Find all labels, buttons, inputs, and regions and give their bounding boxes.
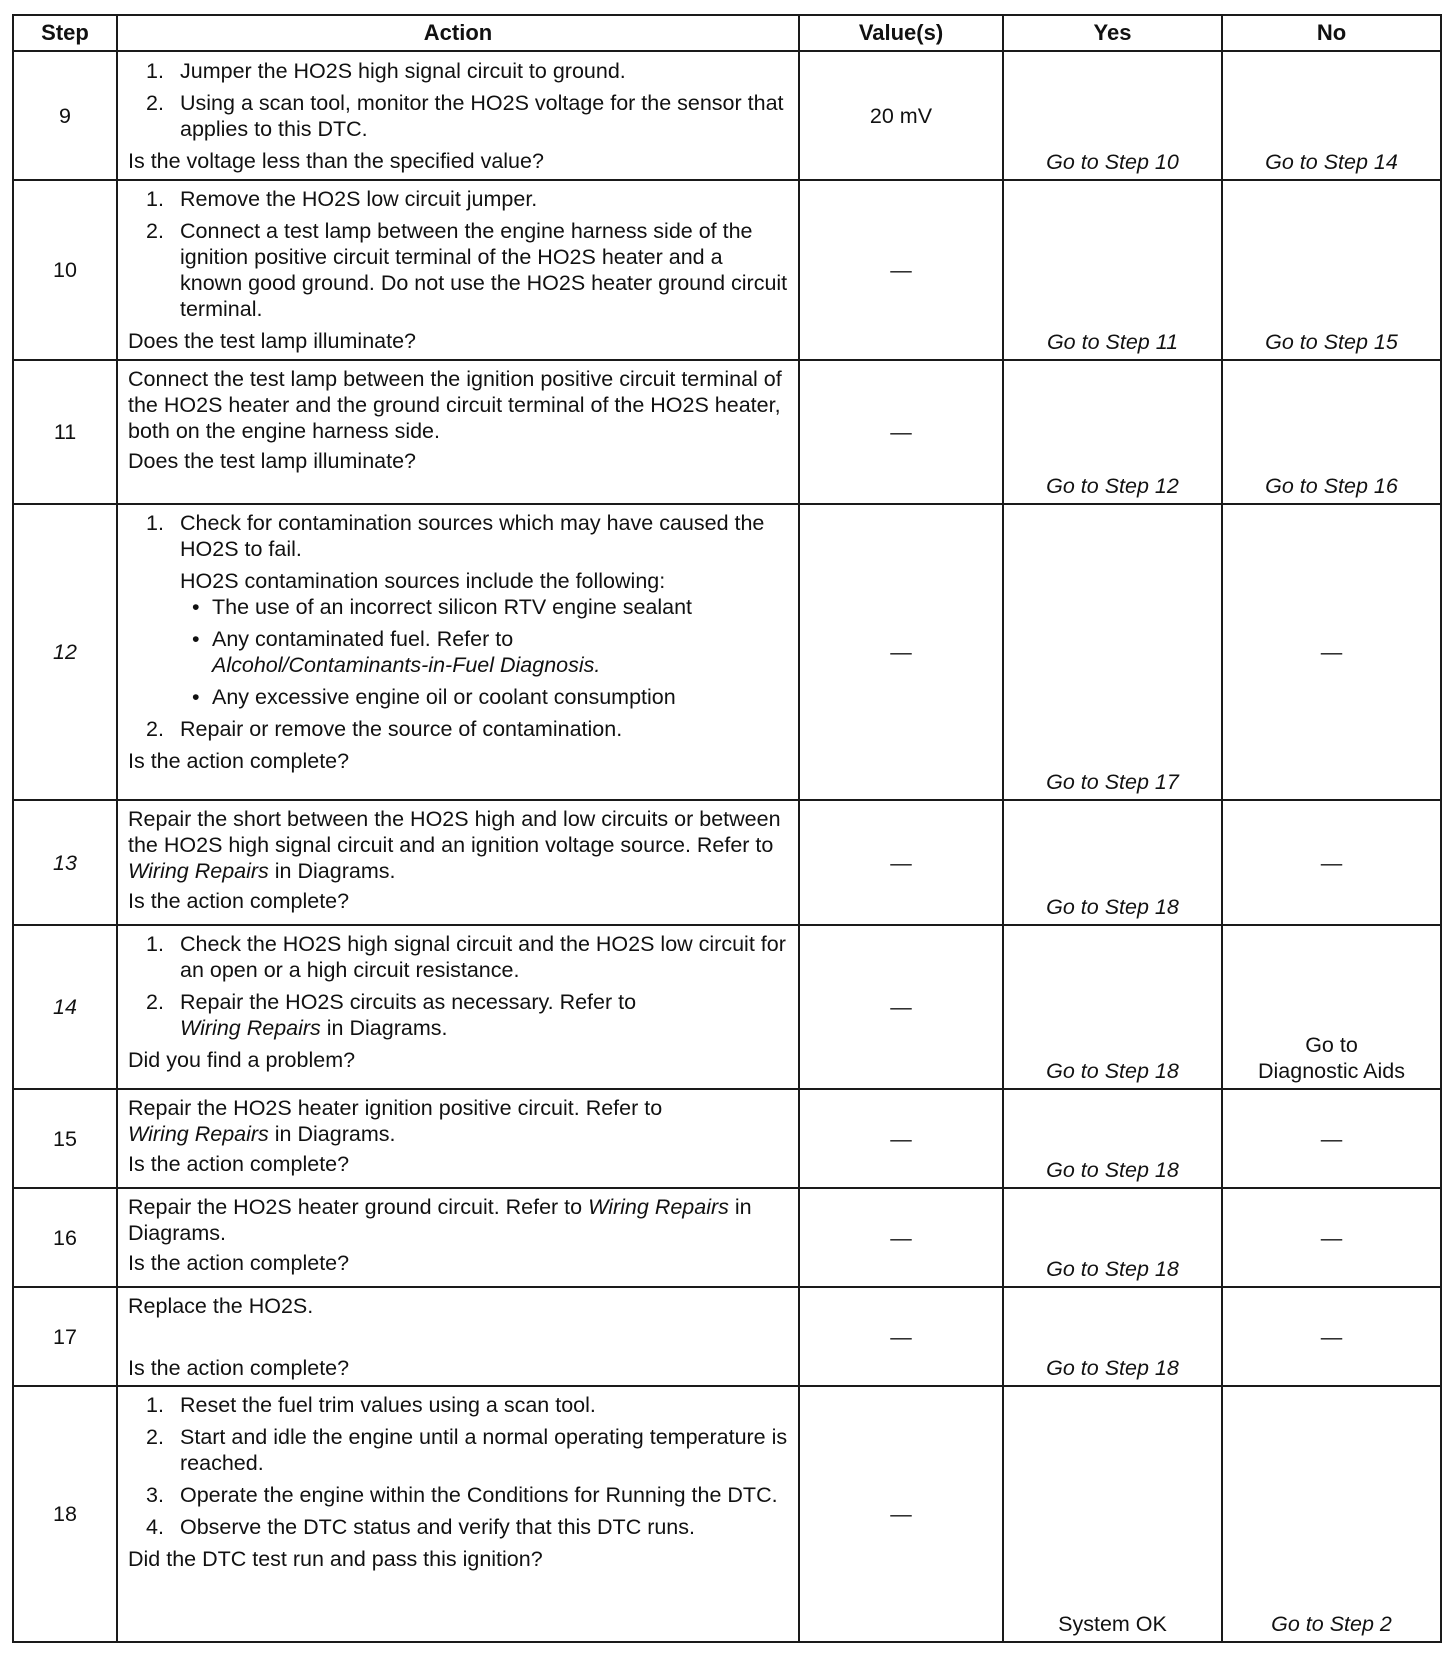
header-no: No [1222, 15, 1441, 51]
value-cell: — [799, 180, 1003, 360]
list-item: 2. Start and idle the engine until a normal operating temperature is reached. [146, 1425, 788, 1475]
action-text: Repair the HO2S heater ignition positive circuit. Refer to Wiring Repairs in Diagrams. [128, 1096, 663, 1146]
reference-link[interactable]: Wiring Repairs [180, 1016, 321, 1040]
no-cell [1222, 1089, 1441, 1188]
list-item: 1. Reset the fuel trim values using a scan tool. [146, 1393, 596, 1417]
question: Is the action complete? [128, 1251, 350, 1275]
no-link[interactable]: Go to Step 15 [1265, 330, 1398, 354]
no-link[interactable]: Go to Step 14 [1265, 150, 1398, 174]
yes-result: System OK [1058, 1612, 1167, 1636]
question: Is the action complete? [128, 889, 350, 913]
reference-link[interactable]: Wiring Repairs [128, 1122, 269, 1146]
value-cell: — [799, 1386, 1003, 1642]
diagnostic-table [12, 14, 1442, 1643]
yes-cell [1003, 180, 1222, 360]
value-cell: — [799, 360, 1003, 504]
list-item: 3. Operate the engine within the Conditions for Running the DTC. [146, 1483, 778, 1507]
yes-link[interactable]: Go to Step 17 [1046, 770, 1179, 794]
yes-link[interactable]: Go to Step 18 [1046, 895, 1179, 919]
bullet-item: • The use of an incorrect silicon RTV engine sealant [192, 595, 693, 619]
action-text: Repair the short between the HO2S high and low circuits or between the HO2S high signal circuit and an ignition voltage source. Refer to Wiring Repairs in Diagrams. [128, 807, 781, 883]
yes-cell [1003, 360, 1222, 504]
step-number: 15 [13, 1089, 117, 1188]
step-number: 13 [13, 800, 117, 925]
table-row-step-18 [13, 1386, 1441, 1642]
table-row-step-13 [13, 800, 1441, 925]
value-cell: 20 mV [799, 51, 1003, 180]
no-link[interactable]: Go to Step 16 [1265, 474, 1398, 498]
list-item: 1. Remove the HO2S low circuit jumper. [146, 187, 538, 211]
yes-cell [1003, 51, 1222, 180]
no-value: — [1320, 1225, 1343, 1250]
no-value: — [1320, 640, 1343, 664]
header-step: Step [13, 15, 117, 51]
table-row-step-10 [13, 180, 1441, 360]
yes-link[interactable]: Go to Step 12 [1046, 474, 1179, 498]
list-item: 2. Repair or remove the source of contamination. [146, 717, 623, 741]
action-cell [117, 360, 799, 504]
table-row-step-15 [13, 1089, 1441, 1188]
no-cell [1222, 1287, 1441, 1386]
step-number: 10 [13, 180, 117, 360]
yes-cell [1003, 1089, 1222, 1188]
reference-link[interactable]: Wiring Repairs [128, 859, 269, 883]
action-cell [117, 1188, 799, 1287]
action-cell [117, 180, 799, 360]
yes-cell [1003, 925, 1222, 1089]
question: Is the action complete? [128, 1152, 350, 1176]
value-cell: — [799, 1287, 1003, 1386]
reference-link[interactable]: Wiring Repairs [588, 1195, 729, 1219]
no-cell [1222, 1386, 1441, 1642]
action-text: Repair the HO2S heater ground circuit. Refer to Wiring Repairs in Diagrams. [128, 1195, 752, 1245]
no-cell [1222, 925, 1441, 1089]
no-cell [1222, 1188, 1441, 1287]
list-item: 1. Check the HO2S high signal circuit and the HO2S low circuit for an open or a high circuit resistance. [146, 932, 786, 982]
question: Did you find a problem? [128, 1048, 356, 1072]
action-cell [117, 800, 799, 925]
yes-cell [1003, 800, 1222, 925]
no-cell [1222, 800, 1441, 925]
no-value: — [1320, 850, 1343, 875]
header-value: Value(s) [799, 15, 1003, 51]
yes-link[interactable]: Go to Step 18 [1046, 1356, 1179, 1380]
yes-cell [1003, 1188, 1222, 1287]
bullet-item: • Any contaminated fuel. Refer to Alcohol/Contaminants-in-Fuel Diagnosis. [192, 627, 601, 677]
yes-cell [1003, 504, 1222, 800]
value-cell: — [799, 1188, 1003, 1287]
header-row [13, 15, 1441, 51]
question: Is the voltage less than the specified value? [128, 149, 544, 173]
sub-heading: HO2S contamination sources include the following: [180, 569, 666, 593]
yes-link[interactable]: Go to Step 11 [1046, 330, 1179, 354]
step-number: 17 [13, 1287, 117, 1386]
list-item: 2. Using a scan tool, monitor the HO2S voltage for the sensor that applies to this DTC. [146, 91, 784, 141]
list-item: 2. Connect a test lamp between the engine harness side of the ignition positive circuit terminal of the HO2S heater and a known good ground. Do not use the HO2S heater ground circuit terminal. [146, 219, 788, 321]
list-item: 1. Jumper the HO2S high signal circuit to ground. [146, 59, 626, 83]
value-cell: — [799, 504, 1003, 800]
action-cell [117, 925, 799, 1089]
question: Does the test lamp illuminate? [128, 449, 417, 473]
yes-link[interactable]: Go to Step 10 [1046, 150, 1179, 174]
no-cell [1222, 180, 1441, 360]
list-item: 1. Check for contamination sources which may have caused the HO2S to fail. [146, 511, 765, 561]
step-number: 12 [13, 504, 117, 800]
table-row-step-11 [13, 360, 1441, 504]
no-cell [1222, 51, 1441, 180]
list-item: 4. Observe the DTC status and verify that this DTC runs. [146, 1515, 695, 1539]
question: Did the DTC test run and pass this ignition? [128, 1547, 543, 1571]
no-cell [1222, 504, 1441, 800]
action-cell [117, 1386, 799, 1642]
no-cell [1222, 360, 1441, 504]
table-row-step-17 [13, 1287, 1441, 1386]
table-row-step-9 [13, 51, 1441, 180]
question: Is the action complete? [128, 1356, 350, 1380]
bullet-item: • Any excessive engine oil or coolant consumption [192, 685, 676, 709]
step-number: 14 [13, 925, 117, 1089]
yes-link[interactable]: Go to Step 18 [1046, 1257, 1179, 1281]
list-item: 2. Repair the HO2S circuits as necessary. Refer to Wiring Repairs in Diagrams. [146, 990, 637, 1040]
yes-link[interactable]: Go to Step 18 [1046, 1059, 1179, 1083]
step-number: 9 [13, 51, 117, 180]
yes-link[interactable]: Go to Step 18 [1046, 1158, 1179, 1182]
reference-link[interactable]: Alcohol/Contaminants-in-Fuel Diagnosis. [212, 653, 601, 677]
header-yes: Yes [1003, 15, 1222, 51]
header-action: Action [117, 15, 799, 51]
question: Is the action complete? [128, 749, 350, 773]
yes-cell [1003, 1287, 1222, 1386]
table-row-step-14 [13, 925, 1441, 1089]
action-cell [117, 51, 799, 180]
table-row-step-12 [13, 504, 1441, 800]
step-number: 16 [13, 1188, 117, 1287]
no-link[interactable]: Go to Step 2 [1271, 1612, 1392, 1636]
step-number: 11 [13, 360, 117, 504]
action-cell [117, 1089, 799, 1188]
action-text: Replace the HO2S. [128, 1294, 314, 1318]
no-value: — [1320, 1324, 1343, 1349]
no-link[interactable]: Go to Diagnostic Aids [1258, 1033, 1405, 1083]
step-number: 18 [13, 1386, 117, 1642]
no-value: — [1320, 1126, 1343, 1151]
yes-cell [1003, 1386, 1222, 1642]
value-cell: — [799, 925, 1003, 1089]
action-cell [117, 504, 799, 800]
question: Does the test lamp illuminate? [128, 329, 417, 353]
value-cell: — [799, 800, 1003, 925]
value-cell: — [799, 1089, 1003, 1188]
table-row-step-16 [13, 1188, 1441, 1287]
action-cell [117, 1287, 799, 1386]
action-text: Connect the test lamp between the ignition positive circuit terminal of the HO2S heater and the ground circuit terminal of the HO2S heater, both on the engine harness side. [128, 367, 782, 443]
